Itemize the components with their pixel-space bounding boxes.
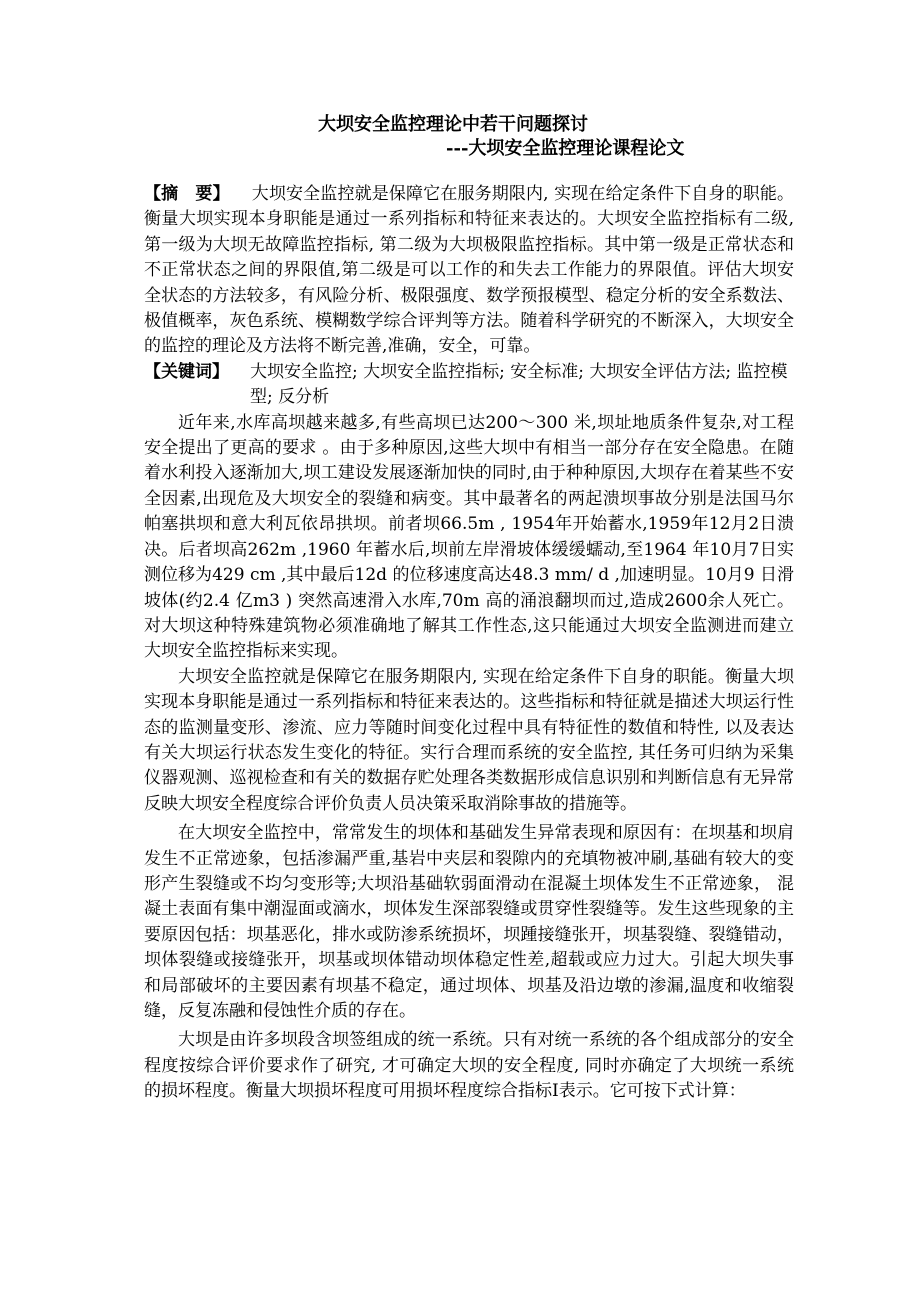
body-paragraph: 近年来,水库高坝越来越多,有些高坝已达200～300 米,坝址地质条件复杂,对工程安全提出了更高的要求 。由于多种原因,这些大坝中有相当一部分存在安全隐患。在随着水利投入逐渐加大,坝工建设发展逐渐加快的同时,由于种种原因,大坝存在着某些不安全因素,出现危及大坝安全的裂缝和病变。其中最著名的两起溃坝事故分别是法国马尔帕塞拱坝和意大利瓦依昂拱坝。前者坝66.5m , 1954年开始蓄水,1959年12月2日溃决。后者坝高262m ,1960 年蓄水后,坝前左岸滑坡体缓缓蠕动,至1964 年10月7日实测位移为429 cm ,其中最后12d 的位移速度高达48.3 mm/ d ,加速明显。10月9 日滑坡体(约2.4 亿m3 ) 突然高速滑入水库,70m 高的涌浪翻坝而过,造成2600余人死亡。对大坝这种特殊建筑物必须准确地了解其工作性态,这只能通过大坝安全监测进而建立大坝安全监控指标来实现。	[144, 412, 794, 662]
abstract-text: 大坝安全监控就是保障它在服务期限内, 实现在给定条件下自身的职能。衡量大坝实现本身职能是通过一系列指标和特征来表达的。大坝安全监控指标有二级,第一级为大坝无故障监控指标, 第二级为大坝极限监控指标。其中第一级是正常状态和不正常状态之间的界限值,第二级是可以工作的和失去工作能力的界限值。评估大坝安全状态的方法较多，有风险分析、极限强度、数学预报模型、稳定分析的安全系数法、极值概率，灰色系统、模糊数学综合评判等方法。随着科学研究的不断深入，大坝安全的监控的理论及方法将不断完善,准确，安全，可靠。	[144, 184, 795, 357]
abstract-paragraph	[144, 182, 794, 360]
body-paragraph: 大坝安全监控就是保障它在服务期限内, 实现在给定条件下自身的职能。衡量大坝实现本身职能是通过一系列指标和特征来表达的。这些指标和特征就是描述大坝运行性态的监测量变形、渗流、应力等随时间变化过程中具有特征性的数值和特性, 以及表达有关大坝运行状态发生变化的特征。实行合理而系统的安全监控, 其任务可归纳为采集仪器观测、巡视检查和有关的数据存贮处理各类数据形成信息识别和判断信息有无异常反映大坝安全程度综合评价负责人员决策采取消除事故的措施等。	[144, 666, 794, 814]
document-body	[144, 182, 794, 1105]
keywords-label: 【关键词】	[144, 361, 229, 382]
body-paragraph: 大坝是由许多坝段含坝签组成的统一系统。只有对统一系统的各个组成部分的安全程度按综合评价要求作了研究, 才可确定大坝的安全程度, 同时亦确定了大坝统一系统的损坏程度。衡量大坝损坏程度可用损坏程度综合指标I表示。它可按下式计算：	[144, 1030, 794, 1102]
body-paragraph: 在大坝安全监控中，常常发生的坝体和基础发生异常表现和原因有：在坝基和坝肩发生不正常迹象，包括渗漏严重,基岩中夹层和裂隙内的充填物被冲刷,基础有较大的变形产生裂缝或不均匀变形等;大坝沿基础软弱面滑动在混凝土坝体发生不正常迹象， 混凝土表面有集中潮湿面或滴水，坝体发生深部裂缝或贯穿性裂缝等。发生这些现象的主要原因包括：坝基恶化，排水或防渗系统损坏，坝踵接缝张开，坝基裂缝、裂缝错动，坝体裂缝或接缝张开，坝基或坝体错动坝体稳定性差,超载或应力过大。引起大坝失事和局部破坏的主要因素有坝基不稳定，通过坝体、坝基及沿边墩的渗漏,温度和收缩裂缝，反复冻融和侵蚀性介质的存在。	[144, 823, 794, 1021]
keywords-text: 大坝安全监控; 大坝安全监控指标; 安全标准; 大坝安全评估方法; 监控模型; 反分析	[250, 361, 788, 408]
abstract-label: 【摘 要】	[144, 184, 230, 204]
keywords-block	[144, 360, 794, 411]
document-subtitle: ---大坝安全监控理论课程论文	[446, 138, 685, 159]
document-title: 大坝安全监控理论中若干问题探讨	[318, 114, 588, 135]
